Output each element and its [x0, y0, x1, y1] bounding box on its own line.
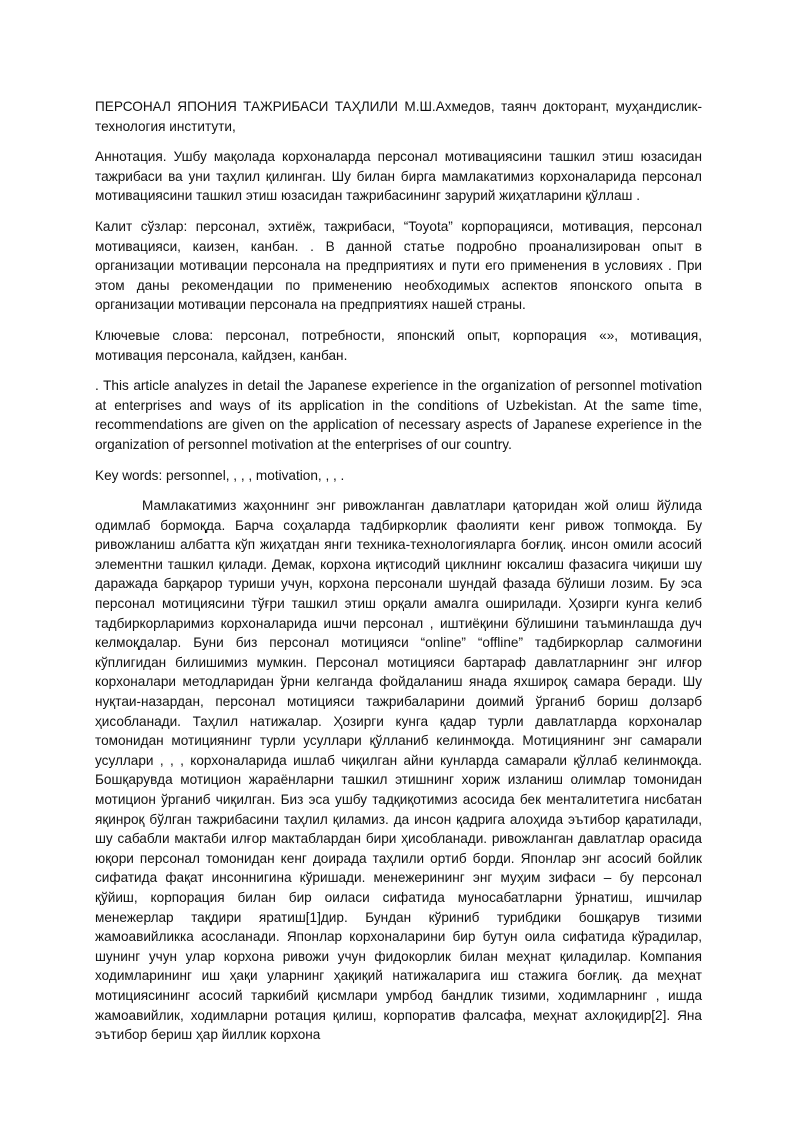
body-paragraph: Мамлакатимиз жаҳоннинг энг ривожланган давлатлари қаторидан жой олиш йўлида одимлаб бормоқда. Барча соҳаларда тадбиркорлик фаолияти кенг ривож топмоқда. Бу ривожланиш албатта кўп жиҳатдан янги техника-технологияларга боғлиқ. инсон омили асосий элементни ташкил қилади. Демак, корхона иқтисодий циклнинг юксалиш фазасига чиқиши шу даражада барқарор туриши учун, корхона персонали шундай фазада бўлиши лозим. Бу эса персонал мотициясини тўғри ташкил этиш орқали амалга оширилади. Ҳозирги кунга келиб тадбиркорларимиз корхоналарида ишчи персонал , иштиёқини бўлишини таъминлашда дуч келмоқдалар. Буни биз персонал мотицияси “online” “offline” тадбиркорлар салмоғини кўплигидан билишимиз мумкин. Персонал мотицияси бартараф давлатларнинг энг илғор корхоналари методларидан ўрни келганда фойдаланиш янада яхшироқ самара беради. Шу нуқтаи-назардан, персонал мотицияси тажрибаларини доимий ўрганиб бориш долзарб ҳисобланади. Таҳлил натижалар. Ҳозирги кунга қадар турли давлатларда корхоналар томонидан мотициянинг турли усуллари қўлланиб келинмоқда. Мотициянинг энг самарали усуллари , , , корхоналарида ишлаб чиқилган айни кунларда самарали қўллаб келинмоқда. Бошқарувда мотицион жараёнларни ташкил этишнинг хориж изланиш олимлар томонидан мотицион ўрганиб чиқилган. Биз эса ушбу тадқиқотимиз асосида бек менталитетига нисбатан яқинроқ бўлган тажрибасини таҳлил қиламиз. да инсон қадрига алоҳида эътибор қаратилади, шу сабабли мактаби илғор мактаблардан бири ҳисобланади. ривожланган давлатлар орасида юқори персонал томонидан кенг доирада таҳлили ортиб борди. Японлар энг асосий бойлик сифатида фақат инсоннигина кўришади. менежерининг энг муҳим зифаси – бу персонал қўйиш, корпорация билан бир оиласи сифатида муносабатларни ўрнатиш, ишчилар менежерлар тақдири яратиш[1]дир. Бундан кўриниб турибдики бошқарув тизими жамоавийликка асосланади. Японлар корхоналарини бир бутун оила сифатида кўрадилар, шунинг учун улар корхона ривожи учун фидокорлик билан меҳнат қиладилар. Компания ходимларининг иш ҳақи уларнинг ҳақиқий натижаларига иш стажига боғлиқ. да меҳнат мотициясининг асосий таркибий қисмлари умрбод бандлик тизими, ходимларнинг , ишда жамоавийлик, ходимларни ротация қилиш, корпоратив фалсафа, меҳнат ахлоқидир[2]. Яна эътибор бериш ҳар йиллик корхона	[95, 498, 702, 1043]
keywords-en-paragraph: Key words: personnel, , , , motivation, , , .	[95, 467, 345, 483]
title-line: ПЕРСОНАЛ ЯПОНИЯ ТАЖРИБАСИ ТАҲЛИЛИ М.Ш.Ахмедов, таянч докторант, муҳандислик-технология институти,	[95, 99, 702, 134]
abstract-en-paragraph: . This article analyzes in detail the Japanese experience in the organization of personnel motivation at enterprises and ways of its application in the conditions of Uzbekistan. At the same time, recommendations are given on the application of necessary aspects of Japanese experience in the organization of personnel motivation at the enterprises of our country.	[95, 378, 702, 452]
document-page	[95, 97, 702, 1045]
keywords-ru-paragraph: Ключевые слова: персонал, потребности, японский опыт, корпорация «», мотивация, мотивация персонала, кайдзен, канбан.	[95, 327, 702, 363]
annotation-paragraph: Аннотация. Ушбу мақолада корхоналарда персонал мотивациясини ташкил этиш юзасидан тажрибаси ва уни таҳлил қилинган. Шу билан бирга мамлакатимиз корхоналарида персонал мотивациясини ташкил этиш юзасидан тажрибасининг зарурий жиҳатларини қўллаш .	[95, 149, 702, 204]
keywords-uz-paragraph: Калит сўзлар: персонал, эхтиёж, тажрибаси, “Toyota” корпорацияси, мотивация, персонал мотивацияси, каизен, канбан. . В данной статье подробно проанализирован опыт в организации мотивации персонала на предприятиях и пути его применения в условиях . При этом даны рекомендации по применению необходимых аспектов японского опыта в организации мотивации персонала на предприятиях нашей страны.	[95, 218, 702, 313]
